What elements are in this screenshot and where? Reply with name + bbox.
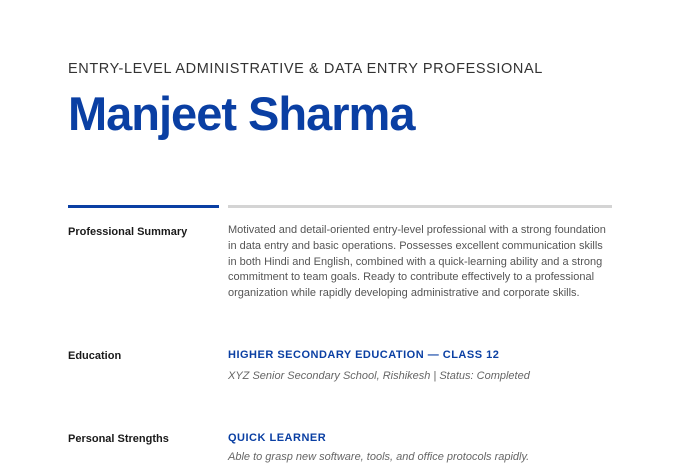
section-label-strengths: Personal Strengths <box>68 433 169 445</box>
summary-text: Motivated and detail-oriented entry-level professional with a strong foundation in data entry and basic operations. Possesses excellent communication skills in both Hindi and English, combined with a quick-learning ability and a strong commitment to team goals. Ready to contribute effectively to a professional organization while rapidly developing administrative and corporate skills. <box>228 224 606 300</box>
section-label-summary: Professional Summary <box>68 226 188 238</box>
education-heading: HIGHER SECONDARY EDUCATION — CLASS 12 <box>228 349 500 361</box>
gray-divider <box>228 205 612 208</box>
candidate-name: Manjeet Sharma <box>68 87 415 140</box>
job-title: ENTRY-LEVEL ADMINISTRATIVE & DATA ENTRY PROFESSIONAL <box>68 61 543 77</box>
section-label-education: Education <box>68 350 122 362</box>
strength-detail: Able to grasp new software, tools, and office protocols rapidly. <box>228 451 530 463</box>
accent-divider <box>68 205 219 208</box>
education-detail: XYZ Senior Secondary School, Rishikesh | Status: Completed <box>228 370 530 382</box>
strength-heading: QUICK LEARNER <box>228 432 327 444</box>
